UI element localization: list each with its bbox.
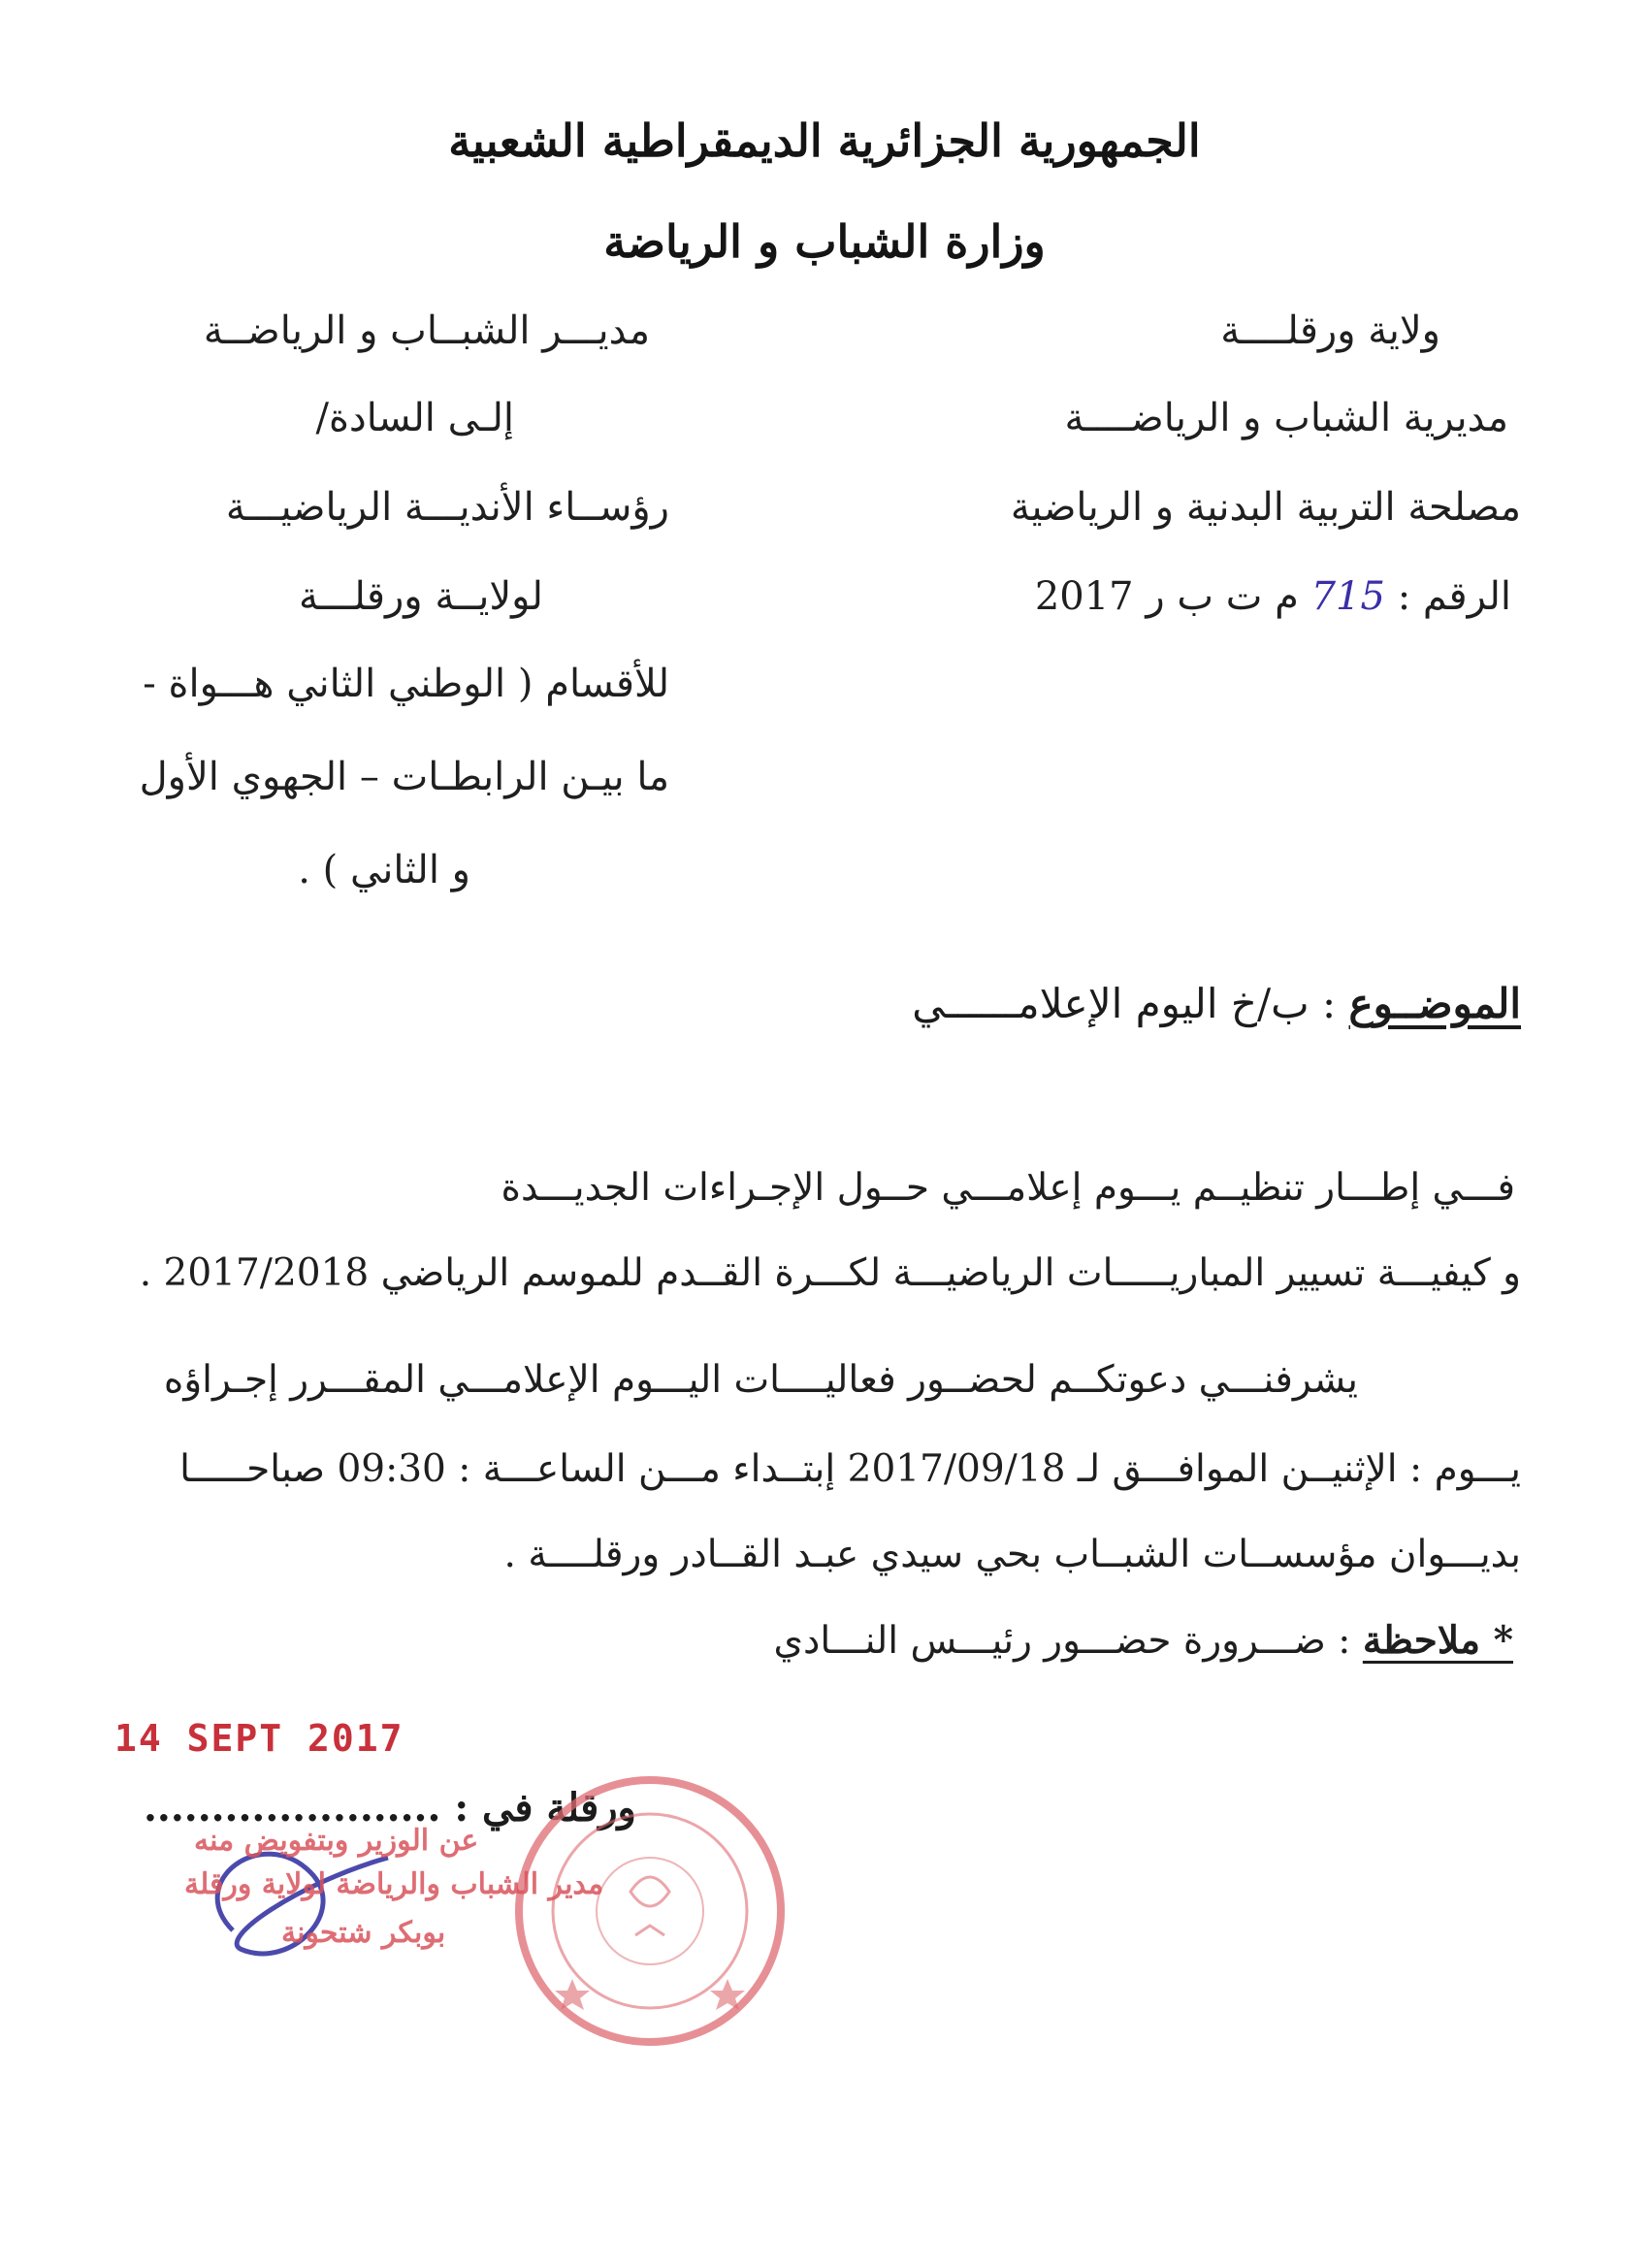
reference-label: الرقم : (1397, 574, 1511, 619)
round-seal-icon (175, 1766, 815, 2086)
reference-code: م ت ب ر 2017 (1034, 574, 1299, 619)
body-paragraph-1-line-2: و كيفيـــة تسيير المباريـــــات الرياضيـــة لكـــرة القــدم للموسم الرياضي 2017/2018 . (139, 1251, 1521, 1295)
recipient-divisions-1: للأقسام ( الوطني الثاني هـــواة - (143, 662, 669, 706)
seal-text-director: مدير الشباب والرياضة لولاية ورقلة (184, 1867, 604, 1901)
recipient-to: إلـى السادة/ (315, 396, 514, 440)
date-stamp: 14 SEPT 2017 (114, 1717, 404, 1760)
body-paragraph-2-line-2: يـــوم : الإثنيــن الموافـــق لـ 2017/09/18 إبتــداء مـــن الساعـــة : 09:30 صباحـــــا (179, 1447, 1521, 1491)
place-dots: ...................... (144, 1785, 441, 1831)
republic-title: الجمهورية الجزائرية الديمقراطية الشعبية (448, 114, 1201, 167)
reference-number (1035, 574, 1511, 619)
recipient-divisions-3: و الثاني ) . (298, 848, 470, 892)
sender-wilaya: ولاية ورقلــــة (1220, 308, 1440, 353)
seal-text-delegation: عن الوزير وبتفويض منه (194, 1824, 479, 1858)
place-label: ورقلة في : (454, 1785, 636, 1831)
ministry-title: وزارة الشباب و الرياضة (603, 215, 1046, 268)
sender-directorate: مديرية الشباب و الرياضــــة (1064, 396, 1508, 440)
recipient-presidents: رؤســاء الأنديـــة الرياضيـــة (225, 485, 669, 530)
official-seal-area (175, 1766, 815, 2086)
body-paragraph-2-line-3: بديـــوان مؤسســات الشبــاب بحي سيدي عبـد القــادر ورقلــــة . (503, 1533, 1521, 1576)
note-label: * ملاحظة (1362, 1618, 1513, 1663)
recipient-wilaya: لولايــة ورقلـــة (299, 574, 543, 619)
note-line (774, 1618, 1513, 1663)
recipient-director: مديـــر الشبــاب و الرياضــة (203, 308, 650, 353)
note-text: : ضـــرورة حضـــور رئيـــس النـــادي (773, 1619, 1351, 1663)
subject-text: : ب/خ اليوم الإعلامــــــي (912, 980, 1337, 1027)
reference-handwritten-number: 715 (1310, 574, 1385, 619)
seal-text-name: بوبكر شتحونة (281, 1916, 446, 1950)
sender-service: مصلحة التربية البدنية و الرياضية (1010, 485, 1521, 530)
body-paragraph-1-line-1: فـــي إطـــار تنظيــم يـــوم إعلامـــي حــول الإجـراءات الجديـــدة (501, 1166, 1515, 1210)
recipient-divisions-2: ما بيـن الرابطـات – الجهوي الأول (139, 755, 669, 799)
subject-label: الموضــوع (1348, 980, 1521, 1027)
subject-line (912, 980, 1521, 1027)
body-paragraph-2-line-1: يشرفنـــي دعوتكــم لحضــور فعاليــــات اليـــوم الإعلامـــي المقـــرر إجـراؤه (163, 1358, 1358, 1402)
